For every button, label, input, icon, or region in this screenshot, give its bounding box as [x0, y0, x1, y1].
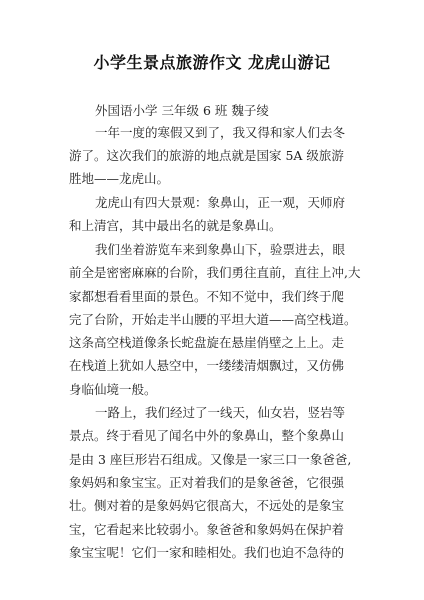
paragraph-line: 象宝宝呢！它们一家和睦相处。我们也迫不急待的 [69, 545, 345, 560]
paragraph-line: 前全是密密麻麻的台阶，我们勇往直前，直往上冲,大 [69, 265, 361, 280]
document-title: 小学生景点旅游作文 龙虎山游记 [93, 53, 331, 72]
paragraph-line: 龙虎山有四大景观：象鼻山，正一观，天师府 [95, 195, 346, 210]
paragraph-line: 象妈妈和象宝宝。正对着我们的是象爸爸，它很强 [69, 475, 345, 490]
paragraph-line: 胜地——龙虎山。 [69, 171, 170, 186]
paragraph-line: 身临仙境一般。 [69, 382, 157, 397]
paragraph-line: 家都想看看里面的景色。不知不觉中，我们终于爬 [69, 289, 345, 304]
paragraph-line: 一路上，我们经过了一线天，仙女岩，竖岩等 [95, 405, 346, 420]
paragraph-line: 景点。终于看见了闻名中外的象鼻山，整个象鼻山 [69, 428, 345, 443]
paragraph-line: 在栈道上犹如人悬空中，一缕缕清烟飘过，又仿佛 [69, 358, 345, 373]
paragraph-line: 一年一度的寒假又到了，我又得和家人们去冬 [95, 125, 346, 140]
paragraph-line: 我们坐着游览车来到象鼻山下，验票进去，眼 [95, 242, 346, 257]
paragraph-line: 宝，它看起来比较弱小。象爸爸和象妈妈在保护着 [69, 522, 345, 537]
paragraph-line: 壮。侧对着的是象妈妈它很高大，不远处的是象宝 [69, 498, 345, 513]
paragraph-line: 游了。这次我们的旅游的地点就是国家 5A 级旅游 [69, 148, 344, 163]
paragraph-line: 和上清宫，其中最出名的就是象鼻山。 [69, 218, 282, 233]
author-line: 外国语小学 三年级 6 班 魏子绫 [95, 103, 269, 118]
paragraph-line: 这条高空栈道像条长蛇盘旋在悬崖俏壁之上上。走 [69, 335, 345, 350]
paragraph-line: 是由 3 座巨形岩石组成。又像是一家三口一象爸爸, [69, 452, 352, 467]
paragraph-line: 完了台阶，开始走半山腰的平坦大道——高空栈道。 [69, 312, 357, 327]
